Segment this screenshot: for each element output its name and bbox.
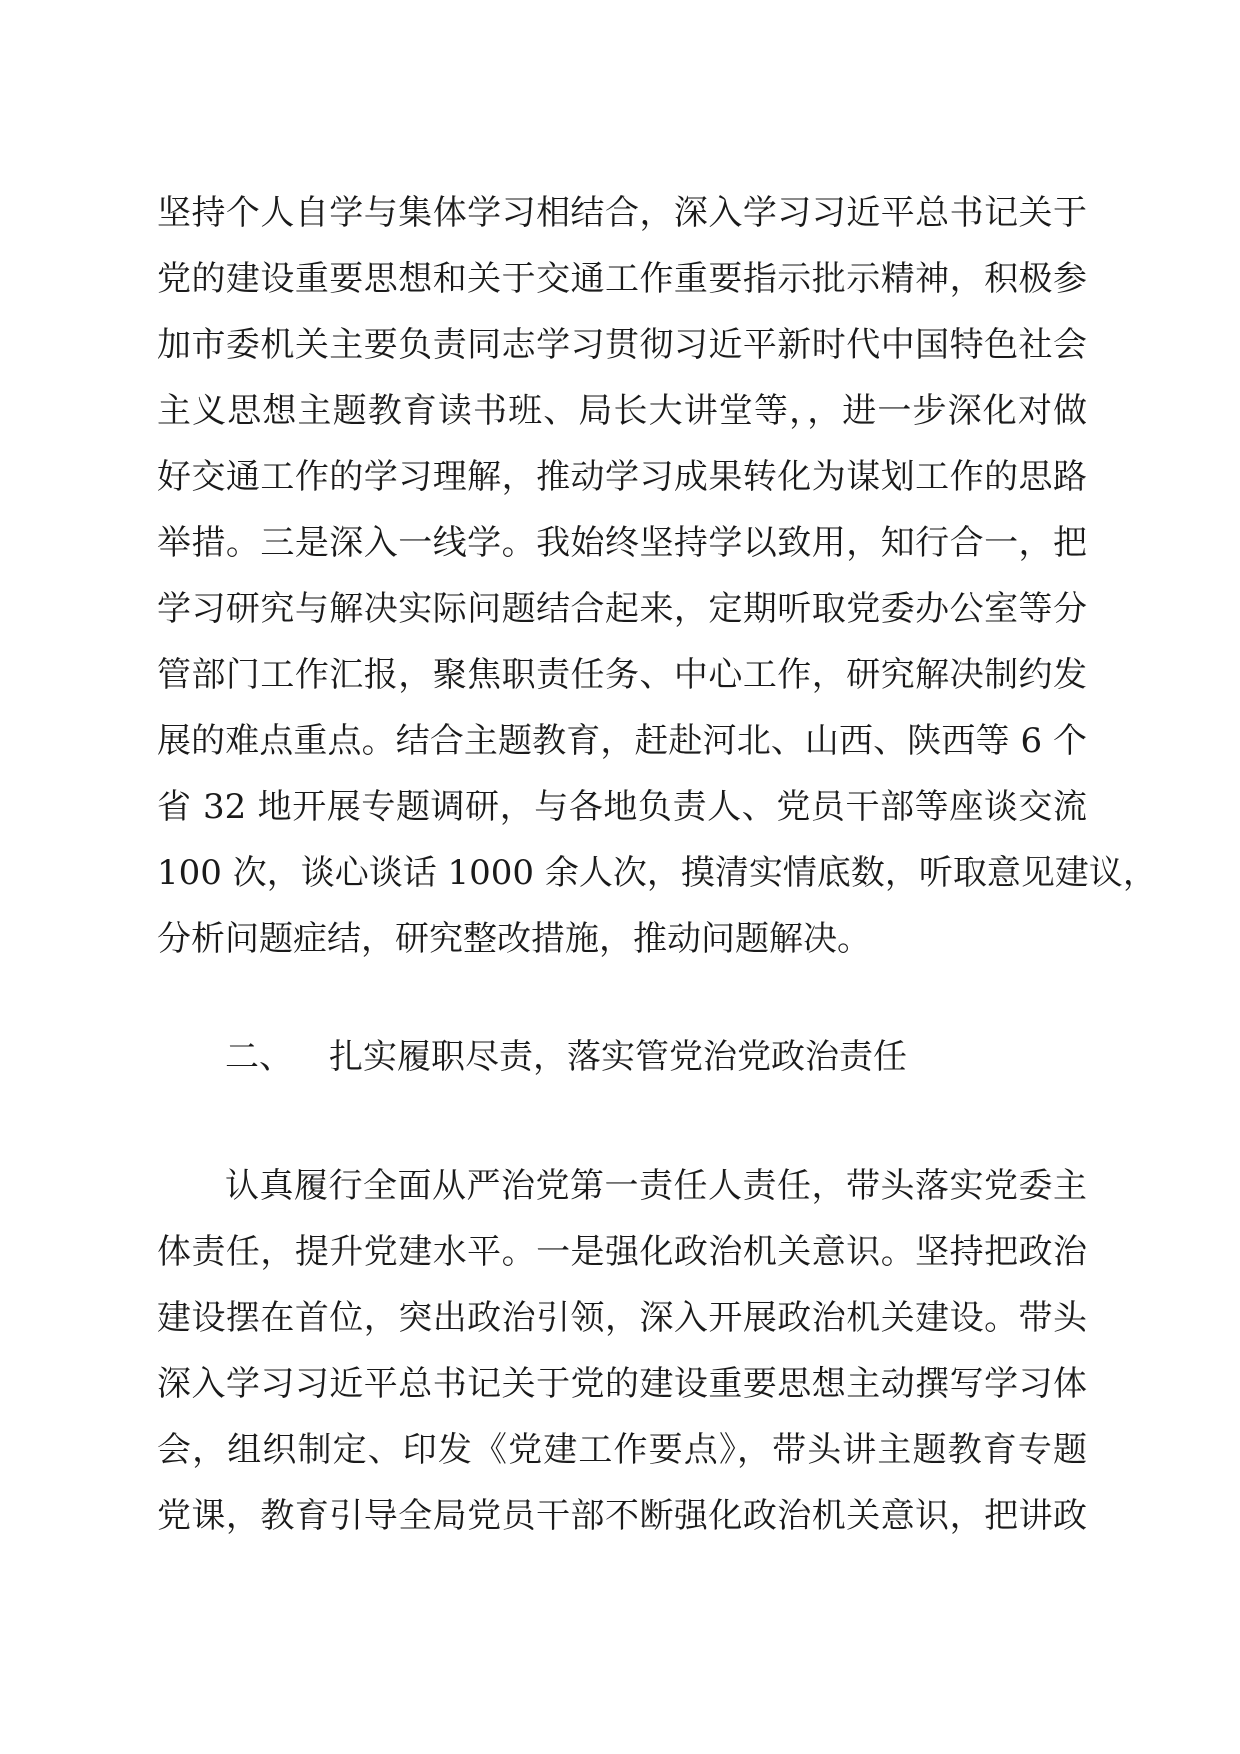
text-line: 展的难点重点。结合主题教育，赶赴河北、山西、陕西等 6 个 [157,721,1087,761]
text-line: 举措。三是深入一线学。我始终坚持学以致用，知行合一，把 [157,523,1087,563]
section-heading [225,1024,1025,1090]
text-line: 会，组织制定、印发《党建工作要点》，带头讲主题教育专题 [157,1430,1087,1470]
text-line: 省 32 地开展专题调研，与各地负责人、党员干部等座谈交流 [157,787,1087,827]
text-line: 管部门工作汇报，聚焦职责任务、中心工作，研究解决制约发 [157,655,1087,695]
text-line: 深入学习习近平总书记关于党的建设重要思想主动撰写学习体 [157,1364,1087,1404]
text-line: 加市委机关主要负责同志学习贯彻习近平新时代中国特色社会 [157,325,1087,365]
text-line: 学习研究与解决实际问题结合起来，定期听取党委办公室等分 [157,589,1087,629]
text-line: 100 次，谈心谈话 1000 余人次，摸清实情底数，听取意见建议， [157,853,1157,893]
text-line: 好交通工作的学习理解，推动学习成果转化为谋划工作的思路 [157,457,1087,497]
text-line: 体责任，提升党建水平。一是强化政治机关意识。坚持把政治 [157,1232,1087,1272]
text-line: 党课，教育引导全局党员干部不断强化政治机关意识，把讲政 [157,1496,1087,1536]
text-line: 认真履行全面从严治党第一责任人责任，带头落实党委主 [225,1166,1087,1206]
text-line: 党的建设重要思想和关于交通工作重要指示批示精神，积极参 [157,259,1087,299]
heading-title: 扎实履职尽责，落实管党治党政治责任 [329,1037,907,1077]
heading-number: 二、 [225,1037,293,1077]
text-line: 主义思想主题教育读书班、局长大讲堂等，，进一步深化对做 [157,391,1087,431]
text-line: 分析问题症结，研究整改措施，推动问题解决。 [157,919,871,959]
text-line: 坚持个人自学与集体学习相结合，深入学习习近平总书记关于 [157,193,1087,233]
text-line: 建设摆在首位，突出政治引领，深入开展政治机关建设。带头 [157,1298,1087,1338]
